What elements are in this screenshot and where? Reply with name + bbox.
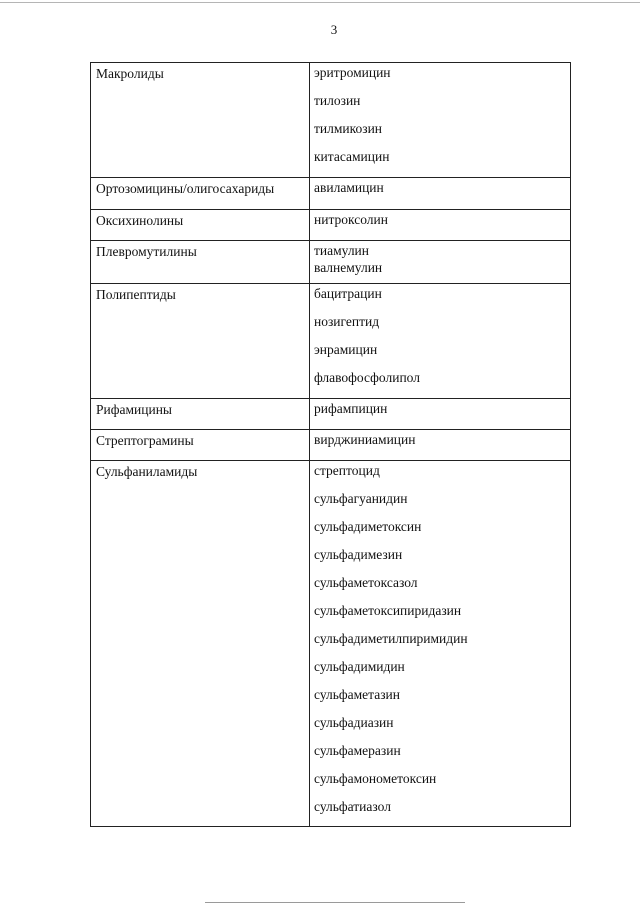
class-name: Стрептограмины bbox=[91, 430, 310, 461]
substance-item: сульфадиметоксин bbox=[314, 519, 422, 534]
substance-list bbox=[310, 63, 571, 178]
substance-item: валнемулин bbox=[314, 260, 383, 275]
substance-item: сульфагуанидин bbox=[314, 491, 408, 506]
substance-item: тилозин bbox=[314, 93, 361, 108]
class-name: Рифамицины bbox=[91, 399, 310, 430]
substance-list bbox=[310, 430, 571, 461]
substance-item: тилмикозин bbox=[314, 121, 383, 136]
table-row bbox=[91, 210, 571, 241]
substance-item: энрамицин bbox=[314, 342, 378, 357]
substance-list bbox=[310, 399, 571, 430]
substance-item: сульфамеразин bbox=[314, 743, 401, 758]
scan-edge-top bbox=[0, 2, 640, 3]
substance-list bbox=[310, 284, 571, 399]
substance-item: бацитрацин bbox=[314, 286, 382, 301]
table-row bbox=[91, 284, 571, 399]
table-row bbox=[91, 399, 571, 430]
substance-list bbox=[310, 178, 571, 210]
substance-item: стрептоцид bbox=[314, 463, 380, 478]
substance-item: нозигептид bbox=[314, 314, 380, 329]
class-name: Полипептиды bbox=[91, 284, 310, 399]
class-name: Ортозомицины/олигосахариды bbox=[91, 178, 310, 210]
table-row bbox=[91, 178, 571, 210]
substance-item: тиамулин bbox=[314, 243, 370, 258]
table-row bbox=[91, 430, 571, 461]
substance-item: сульфаметоксипиридазин bbox=[314, 603, 462, 618]
class-name: Макролиды bbox=[91, 63, 310, 178]
substance-item: эритромицин bbox=[314, 65, 391, 80]
substance-item: сульфатиазол bbox=[314, 799, 391, 814]
substance-item: нитроксолин bbox=[314, 212, 388, 227]
substance-item: сульфадимезин bbox=[314, 547, 403, 562]
table-row bbox=[91, 63, 571, 178]
class-name: Сульфаниламиды bbox=[91, 461, 310, 827]
substance-item: сульфаметазин bbox=[314, 687, 400, 702]
antimicrobial-table bbox=[90, 62, 571, 827]
class-name: Оксихинолины bbox=[91, 210, 310, 241]
substance-list bbox=[310, 461, 571, 827]
class-name: Плевромутилины bbox=[91, 241, 310, 284]
table-row bbox=[91, 241, 571, 284]
substance-list bbox=[310, 241, 571, 284]
page-number: 3 bbox=[330, 22, 338, 37]
substance-item: китасамицин bbox=[314, 149, 390, 164]
substance-item: сульфамонометоксин bbox=[314, 771, 437, 786]
substance-item: сульфадимидин bbox=[314, 659, 405, 674]
substance-item: сульфадиазин bbox=[314, 715, 394, 730]
table-row bbox=[91, 461, 571, 827]
substance-item: рифампицин bbox=[314, 401, 388, 416]
substance-item: флавофосфолипол bbox=[314, 370, 420, 385]
scan-edge-bottom bbox=[205, 902, 465, 903]
substance-list bbox=[310, 210, 571, 241]
substance-item: авиламицин bbox=[314, 180, 384, 195]
substance-item: сульфаметоксазол bbox=[314, 575, 418, 590]
substance-item: вирджиниамицин bbox=[314, 432, 416, 447]
substance-item: сульфадиметилпиримидин bbox=[314, 631, 468, 646]
